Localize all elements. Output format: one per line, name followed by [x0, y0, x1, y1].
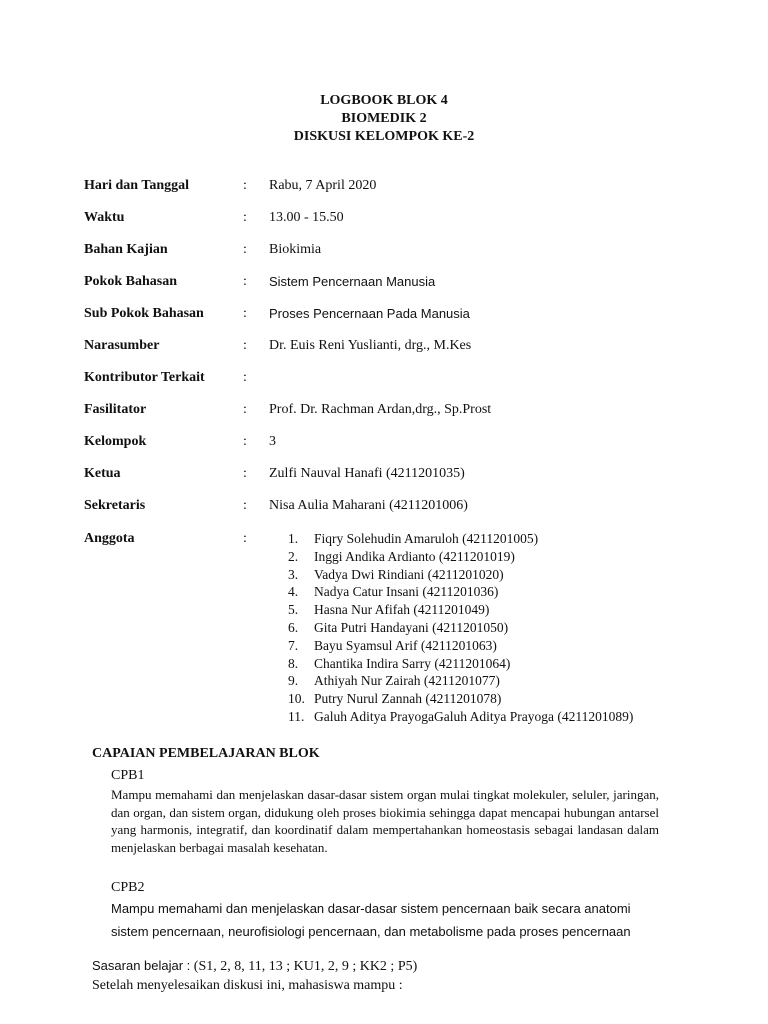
- field-colon: :: [243, 338, 247, 353]
- list-item: [288, 637, 633, 655]
- field-value: Prof. Dr. Rachman Ardan,drg., Sp.Prost: [269, 402, 492, 417]
- field-value: Proses Pencernaan Pada Manusia: [269, 306, 470, 321]
- doc-subtitle: BIOMEDIK 2: [341, 111, 427, 126]
- field-colon: :: [243, 210, 247, 225]
- field-value: Sistem Pencernaan Manusia: [269, 274, 436, 289]
- list-item: [288, 655, 633, 673]
- list-item: [288, 583, 633, 601]
- list-item: [288, 708, 633, 726]
- field-value: Dr. Euis Reni Yuslianti, drg., M.Kes: [269, 338, 472, 353]
- field-colon: :: [243, 274, 247, 289]
- doc-heading: DISKUSI KELOMPOK KE-2: [293, 129, 475, 144]
- member-name: Chantika Indira Sarry (4211201064): [314, 655, 511, 671]
- member-name: Inggi Andika Ardianto (4211201019): [314, 548, 515, 564]
- member-list: [288, 530, 633, 726]
- field-label: Kontributor Terkait: [84, 370, 205, 385]
- field-label: Bahan Kajian: [84, 242, 168, 257]
- field-colon: :: [243, 402, 247, 417]
- field-value: Nisa Aulia Maharani (4211201006): [269, 498, 468, 513]
- sasaran-belajar: [92, 956, 417, 977]
- field-label: Anggota: [84, 531, 135, 546]
- field-label: Kelompok: [84, 434, 147, 449]
- member-name: Fiqry Solehudin Amaruloh (4211201005): [314, 531, 539, 546]
- field-colon: :: [243, 242, 247, 257]
- member-name: Hasna Nur Afifah (4211201049): [314, 602, 490, 618]
- member-name: Nadya Catur Insani (4211201036): [314, 584, 499, 600]
- field-colon: :: [243, 531, 247, 546]
- list-number: 7.: [288, 637, 299, 653]
- field-label: Sekretaris: [84, 498, 146, 513]
- field-value: Biokimia: [269, 242, 322, 257]
- field-label: Pokok Bahasan: [84, 274, 177, 289]
- list-number: 5.: [288, 602, 299, 618]
- member-name: Putry Nurul Zannah (4211201078): [314, 691, 502, 707]
- field-label: Fasilitator: [84, 402, 147, 417]
- field-colon: :: [243, 178, 247, 193]
- list-item: [288, 690, 633, 708]
- list-number: 4.: [288, 584, 299, 600]
- sasaran-value: (S1, 2, 8, 11, 13 ; KU1, 2, 9 ; KK2 ; P5): [190, 959, 418, 974]
- list-number: 1.: [288, 531, 299, 546]
- sasaran-label: Sasaran belajar :: [92, 958, 191, 973]
- closing-sentence: Setelah menyelesaikan diskusi ini, mahasiswa mampu :: [92, 978, 403, 993]
- field-label: Ketua: [84, 466, 121, 481]
- field-label: Waktu: [84, 210, 125, 225]
- list-item: [288, 672, 633, 690]
- field-value: Rabu, 7 April 2020: [269, 178, 377, 193]
- field-label: Hari dan Tanggal: [84, 178, 190, 193]
- field-colon: :: [243, 466, 247, 481]
- list-number: 3.: [288, 566, 299, 582]
- field-colon: :: [243, 498, 247, 513]
- member-name: Gita Putri Handayani (4211201050): [314, 619, 509, 635]
- field-value: 13.00 - 15.50: [269, 210, 344, 225]
- list-item: [288, 566, 633, 584]
- field-colon: :: [243, 370, 247, 385]
- doc-title: LOGBOOK BLOK 4: [320, 93, 448, 108]
- member-name: Bayu Syamsul Arif (4211201063): [314, 637, 497, 653]
- field-colon: :: [243, 434, 247, 449]
- list-number: 2.: [288, 548, 299, 564]
- list-item: [288, 548, 633, 566]
- cpb2-label: CPB2: [111, 880, 145, 895]
- list-number: 9.: [288, 673, 299, 689]
- list-number: 10.: [288, 691, 305, 707]
- list-item: [288, 619, 633, 637]
- field-colon: :: [243, 306, 247, 321]
- field-value: 3: [269, 434, 276, 449]
- list-item: [288, 601, 633, 619]
- cpb1-label: CPB1: [111, 768, 145, 783]
- cpb2-text: Mampu memahami dan menjelaskan dasar-dasar sistem pencernaan baik secara anatomi sistem pencernaan, neurofisiologi pencernaan, dan metabolisme pada proses pencernaan: [111, 901, 631, 939]
- list-item: [288, 530, 633, 548]
- member-name: Galuh Aditya PrayogaGaluh Aditya Prayoga (4211201089): [314, 708, 634, 724]
- list-number: 8.: [288, 655, 299, 671]
- section-heading: CAPAIAN PEMBELAJARAN BLOK: [92, 746, 320, 761]
- member-name: Athiyah Nur Zairah (4211201077): [314, 673, 500, 689]
- cpb1-text: Mampu memahami dan menjelaskan dasar-dasar sistem organ mulai tingkat molekuler, seluler, jaringan, dan organ, dan sistem organ, didukung oleh proses biokimia sehingga dapat mencapai hubungan antarsel yang harmonis, integratif, dan koordinatif dalam mempertahankan homeostasis sebagai landasan dalam menjelaskan berbagai masalah kesehatan.: [111, 787, 659, 855]
- field-label: Narasumber: [84, 338, 160, 353]
- field-value: Zulfi Nauval Hanafi (4211201035): [269, 466, 465, 481]
- field-label: Sub Pokok Bahasan: [84, 306, 204, 321]
- list-number: 6.: [288, 619, 299, 635]
- list-number: 11.: [288, 708, 305, 724]
- member-name: Vadya Dwi Rindiani (4211201020): [314, 566, 504, 582]
